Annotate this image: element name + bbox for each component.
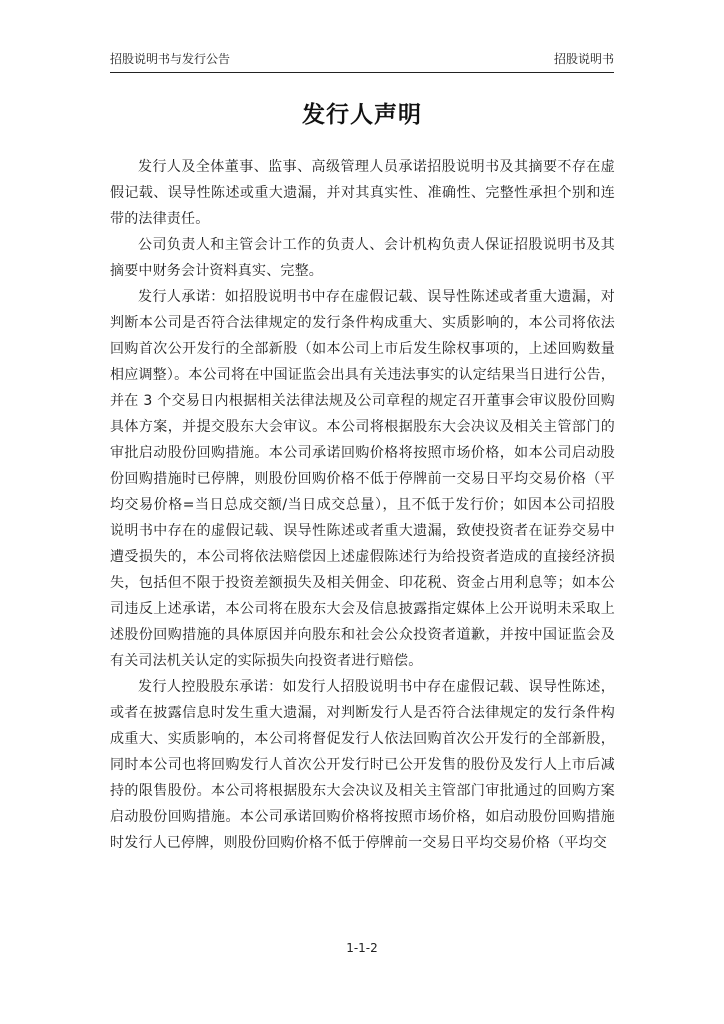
page-title: 发行人声明	[302, 102, 422, 128]
header-section-name: 招股说明书	[553, 52, 614, 66]
paragraph-controlling-shareholder-commitment: 发行人控股股东承诺：如发行人招股说明书中存在虚假记载、误导性陈述，或者在披露信息时发生重大遗漏，对判断发行人是否符合法律规定的发行条件构成重大、实质影响的，本公司将督促发行人依法回购首次公开发行的全部新股，同时本公司也将回购发行人首次公开发行时已公开发售的股份及发行人上市后减持的限售股份。本公司将根据股东大会决议及相关主管部门审批通过的回购方案启动股份回购措施。本公司承诺回购价格将按照市场价格，如启动股份回购措施时发行人已停牌，则股份回购价格不低于停牌前一交易日平均交易价格（平均交	[110, 679, 615, 851]
page-number: 1-1-2	[346, 941, 378, 955]
header-document-name: 招股说明书与发行公告	[110, 52, 231, 66]
declaration-body	[110, 154, 615, 856]
running-header	[110, 50, 614, 73]
paragraph-financial-accuracy: 公司负责人和主管会计工作的负责人、会计机构负责人保证招股说明书及其摘要中财务会计资料真实、完整。	[110, 237, 615, 279]
paragraph-directors-commitment: 发行人及全体董事、监事、高级管理人员承诺招股说明书及其摘要不存在虚假记载、误导性陈述或重大遗漏，并对其真实性、准确性、完整性承担个别和连带的法律责任。	[110, 159, 615, 227]
paragraph-issuer-commitment: 发行人承诺：如招股说明书中存在虚假记载、误导性陈述或者重大遗漏，对判断本公司是否符合法律规定的发行条件构成重大、实质影响的，本公司将依法回购首次公开发行的全部新股（如本公司上市后发生除权事项的，上述回购数量相应调整）。本公司将在中国证监会出具有关违法事实的认定结果当日进行公告，并在 3 个交易日内根据相关法律法规及公司章程的规定召开董事会审议股份回购具体方案，并提交股东大会审议。本公司将根据股东大会决议及相关主管部门的审批启动股份回购措施。本公司承诺回购价格将按照市场价格，如本公司启动股份回购措施时已停牌，则股份回购价格不低于停牌前一交易日平均交易价格（平均交易价格=当日总成交额/当日成交总量），且不低于发行价；如因本公司招股说明书中存在的虚假记载、误导性陈述或者重大遗漏，致使投资者在证券交易中遭受损失的，本公司将依法赔偿因上述虚假陈述行为给投资者造成的直接经济损失，包括但不限于投资差额损失及相关佣金、印花税、资金占用利息等；如本公司违反上述承诺，本公司将在股东大会及信息披露指定媒体上公开说明未采取上述股份回购措施的具体原因并向股东和社会公众投资者道歉，并按中国证监会及有关司法机关认定的实际损失向投资者进行赔偿。	[110, 289, 615, 669]
